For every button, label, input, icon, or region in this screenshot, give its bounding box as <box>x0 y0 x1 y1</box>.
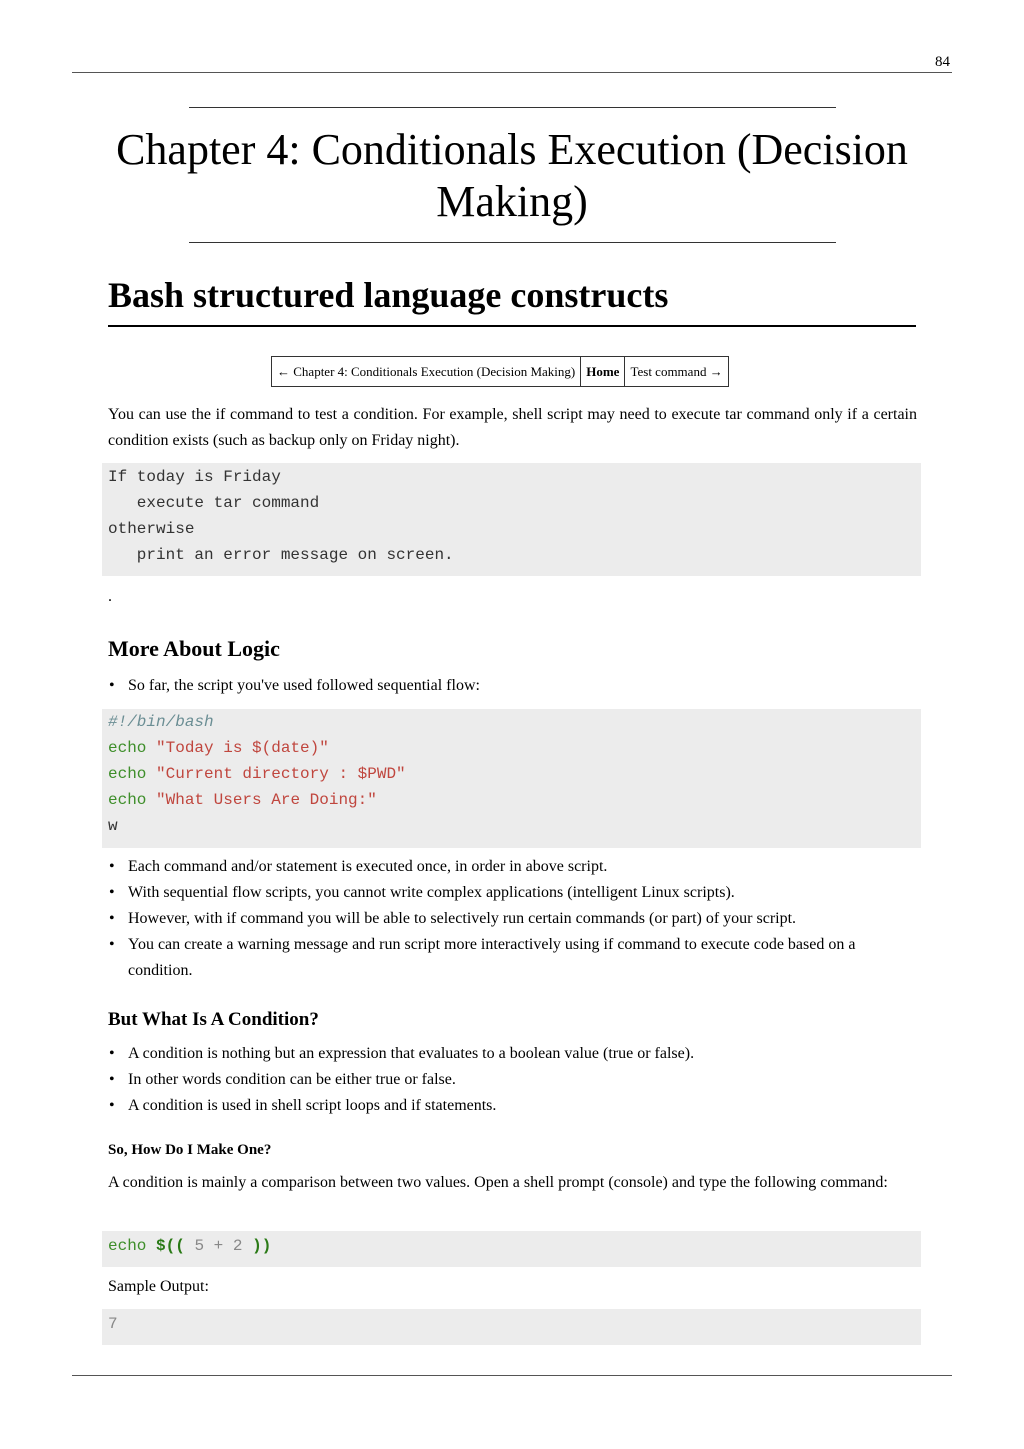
code-string: "What Users Are Doing:" <box>156 791 377 809</box>
code-string: "Current directory : $PWD" <box>156 765 406 783</box>
list-item: • In other words condition can be either true or false. <box>108 1067 917 1093</box>
code-line: print an error message on screen. <box>108 546 454 564</box>
chapter-rule-top <box>189 107 836 108</box>
header-rule <box>72 72 952 73</box>
sample-output-block <box>102 1309 921 1345</box>
sample-output-label: Sample Output: <box>108 1278 209 1295</box>
code-operator: $(( <box>156 1237 185 1255</box>
logic-intro-list <box>108 673 917 699</box>
page-number: 84 <box>935 54 950 70</box>
condition-bullet-list <box>108 1041 917 1119</box>
nav-next-link[interactable]: Test command → <box>624 357 727 386</box>
code-operator: + <box>213 1237 224 1255</box>
code-line <box>108 735 915 761</box>
list-item: • Each command and/or statement is executed once, in order in above script. <box>108 854 917 880</box>
code-line: execute tar command <box>108 494 320 512</box>
bash-script-block <box>102 709 921 848</box>
code-line <box>108 761 915 787</box>
nav-prev-link[interactable]: ← Chapter 4: Conditionals Execution (Decision Making) <box>277 364 576 379</box>
code-line <box>108 787 915 813</box>
footer-rule <box>72 1375 952 1376</box>
section-title: Bash structured language constructs <box>108 274 916 327</box>
code-line: otherwise <box>108 520 195 538</box>
code-line: w <box>108 817 118 835</box>
code-command: echo <box>108 791 147 809</box>
heading-make-one: So, How Do I Make One? <box>108 1142 272 1158</box>
code-operator: )) <box>252 1237 272 1255</box>
echo-command-block <box>102 1231 921 1267</box>
code-number: 2 <box>232 1237 243 1255</box>
heading-more-about-logic: More About Logic <box>108 636 280 661</box>
code-line: 7 <box>108 1315 118 1333</box>
nav-home-link[interactable]: Home <box>580 357 624 386</box>
dot-text: . <box>108 588 112 605</box>
heading-what-is-condition: But What Is A Condition? <box>108 1009 319 1030</box>
intro-paragraph: You can use the if command to test a condition. For example, shell script may need to execute tar command only if a certain condition exists (such as backup only on Friday night). <box>108 406 917 449</box>
chapter-title: Chapter 4: Conditionals Execution (Decision Making) <box>116 125 908 226</box>
shebang-line: #!/bin/bash <box>108 713 214 731</box>
list-item: • So far, the script you've used followed sequential flow: <box>108 673 917 699</box>
code-string: "Today is $(date)" <box>156 739 329 757</box>
code-command: echo <box>108 739 147 757</box>
code-number: 5 <box>194 1237 205 1255</box>
list-item: • However, with if command you will be able to selectively run certain commands (or part) of your script. <box>108 906 917 932</box>
list-item: • With sequential flow scripts, you cannot write complex applications (intelligent Linux scripts). <box>108 880 917 906</box>
list-item: • A condition is nothing but an expression that evaluates to a boolean value (true or false). <box>108 1041 917 1067</box>
code-line <box>108 1233 915 1259</box>
list-item: • A condition is used in shell script loops and if statements. <box>108 1093 917 1119</box>
code-command: echo <box>108 1237 147 1255</box>
pseudo-code-block <box>102 463 921 576</box>
make-one-paragraph: A condition is mainly a comparison between two values. Open a shell prompt (console) and type the following command: <box>108 1174 888 1191</box>
logic-bullet-list <box>108 854 917 984</box>
code-line: If today is Friday <box>108 468 281 486</box>
navigation-box <box>271 356 729 387</box>
chapter-rule-bottom <box>189 242 836 243</box>
list-item: • You can create a warning message and run script more interactively using if command to execute code based on a condition. <box>108 932 917 984</box>
code-command: echo <box>108 765 147 783</box>
